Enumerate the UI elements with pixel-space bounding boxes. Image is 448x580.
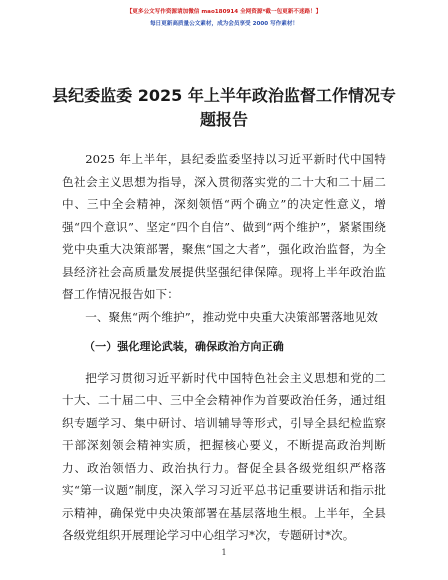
document-title: 县纪委监委 2025 年上半年政治监督工作情况专题报告 — [52, 86, 396, 129]
promo-banner — [0, 6, 448, 30]
promo-banner-line-2: 每日更新高质量公文素材，成为会员享受 2000 写作素材！ — [149, 21, 299, 27]
intro-paragraph: 2025 年上半年，县纪委监委坚持以习近平新时代中国特色社会主义思想为指导，深入贯彻落实党的二十大和二十届二中、三中全会精神，深刻领悟“两个确立”的决定性意义，增强“四个意识”、坚定“四个自信”、做到“两个维护”，紧紧围绕党中央重大决策部署，聚焦“国之大者”，强化政治监督，为全县经济社会高质量发展提供坚强纪律保障。现将上半年政治监督工作情况报告如下： — [62, 152, 386, 301]
promo-banner-line-1: 【更多公文写作资源请加微信 mao180914 全网资源*截一包更新不迷路！】 — [126, 9, 322, 15]
section-heading-1: 一、聚焦“两个维护”，推动党中央重大决策部署落地见效 — [85, 309, 378, 324]
document-body — [62, 148, 386, 547]
subsection-heading-1: （一）强化理论武装，确保政治方向正确 — [84, 340, 284, 353]
page-number: 1 — [221, 548, 227, 557]
body-paragraph: 把学习贯彻习近平新时代中国特色社会主义思想和党的二十大、二十届二中、三中全会精神作为首要政治任务，通过组织专题学习、集中研讨、培训辅导等形式，引导全县纪检监察干部深刻领会精神实质，把握核心要义，不断提高政治判断力、政治领悟力、政治执行力。督促全县各级党组织严格落实“第一议题”制度，深入学习习近平总书记重要讲话和指示批示精神，确保党中央决策部署在基层落地生根。上半年，全县各级党组织开展理论学习中心组学习*次，专题研讨*次。 — [62, 370, 386, 542]
